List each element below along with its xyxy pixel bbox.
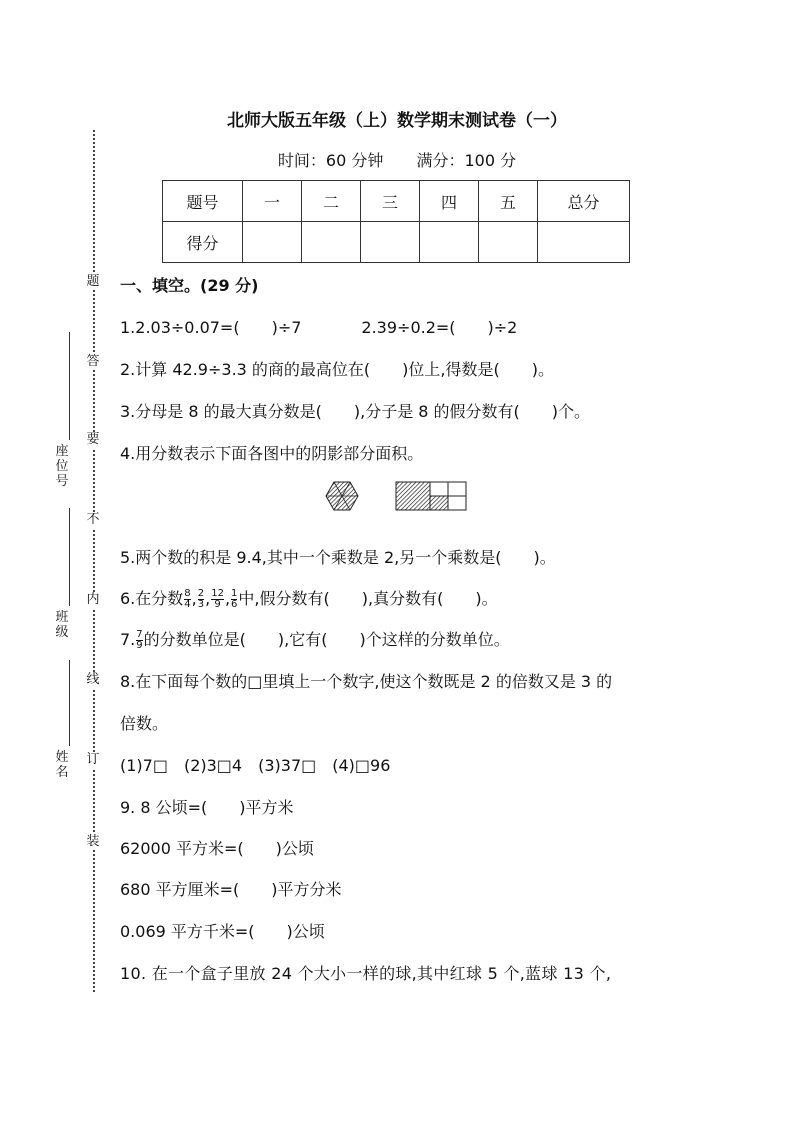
question-10: 10. 在一个盒子里放 24 个大小一样的球,其中红球 5 个,蓝球 13 个, (120, 964, 612, 983)
score-cell[interactable] (361, 222, 420, 263)
question-4-figures (322, 478, 472, 518)
header-cell: 五 (479, 181, 538, 222)
fraction (136, 630, 142, 651)
question-8-continued: 倍数。 (120, 714, 169, 733)
seat-number-label: 座位号 (55, 444, 69, 489)
margin-char: 答 (86, 354, 100, 369)
margin-char: 内 (86, 592, 100, 607)
score-cell[interactable] (302, 222, 361, 263)
numerator: 8 (184, 588, 191, 599)
header-cell: 一 (243, 181, 302, 222)
margin-char: 题 (86, 274, 100, 289)
section-heading: 一、填空。(29 分) (120, 276, 259, 295)
question-9-item: 680 平方厘米=( )平方分米 (120, 880, 342, 899)
question-1 (120, 316, 517, 340)
denominator: 6 (231, 599, 238, 610)
fraction (211, 589, 224, 610)
margin-char: 订 (86, 752, 100, 767)
fraction (198, 589, 204, 610)
header-cell: 二 (302, 181, 361, 222)
question-7 (120, 628, 510, 652)
question-8-items: (1)7□ (2)3□4 (3)37□ (4)□96 (120, 756, 391, 775)
denominator: 9 (136, 640, 143, 651)
numerator: 7 (136, 629, 143, 640)
page-title: 北师大版五年级（上）数学期末测试卷（一） (227, 111, 567, 131)
numerator: 12 (211, 588, 224, 599)
time-label: 时间：60 分钟 (277, 151, 384, 170)
question-9-item: 0.069 平方千米=( )公顷 (120, 922, 325, 941)
shaded-figures (322, 478, 472, 514)
score-cell[interactable] (479, 222, 538, 263)
score-cell[interactable] (538, 222, 630, 263)
question-6-suffix: 中,假分数有( ),真分数有( )。 (238, 589, 498, 608)
seat-number-line (69, 332, 70, 440)
question-2: 2.计算 42.9÷3.3 的商的最高位在( )位上,得数是( )。 (120, 360, 554, 379)
question-4: 4.用分数表示下面各图中的阴影部分面积。 (120, 444, 424, 463)
fraction (231, 589, 237, 610)
score-cell[interactable] (420, 222, 479, 263)
rectangle-figure (396, 482, 466, 510)
question-3: 3.分母是 8 的最大真分数是( ),分子是 8 的假分数有( )个。 (120, 402, 591, 421)
score-table-score-row (163, 222, 630, 263)
header-cell: 三 (361, 181, 420, 222)
margin-char: 装 (86, 834, 100, 849)
question-7-prefix: 7. (120, 630, 136, 649)
binding-dotted-line (93, 130, 95, 992)
margin-char: 要 (86, 432, 100, 447)
denominator: 3 (197, 599, 205, 610)
question-9-item: 62000 平方米=( )公顷 (120, 839, 314, 858)
name-line (69, 660, 70, 746)
numerator: 2 (197, 588, 205, 599)
numerator: 1 (231, 588, 238, 599)
denominator: 9 (214, 599, 221, 610)
score-table (162, 180, 630, 263)
question-8: 8.在下面每个数的□里填上一个数字,使这个数既是 2 的倍数又是 3 的 (120, 672, 613, 691)
exam-info (0, 148, 794, 171)
name-label: 姓名 (55, 750, 69, 780)
question-9: 9. 8 公顷=( )平方米 (120, 798, 294, 817)
question-6: 6.在分数 $\frac{8}{4}$ , $\frac{2}{3}$ , $\frac{12}{9}$ , $\frac{1}{6}$ 中,假分数有( ),真分数有( )。 (120, 588, 498, 610)
question-7-suffix: 的分数单位是( ),它有( )个这样的分数单位。 (143, 630, 510, 649)
hexagon-figure (326, 482, 358, 510)
class-line (69, 508, 70, 606)
score-table-header-row (163, 181, 630, 222)
header-cell: 四 (420, 181, 479, 222)
question-5: 5.两个数的积是 9.4,其中一个乘数是 2,另一个乘数是( )。 (120, 548, 556, 567)
fraction (184, 589, 190, 610)
class-label: 班级 (55, 610, 69, 640)
row-label-cell: 得分 (163, 222, 243, 263)
margin-char: 不 (86, 512, 100, 527)
score-label: 满分：100 分 (416, 151, 517, 170)
margin-char: 线 (86, 672, 100, 687)
denominator: 4 (184, 599, 191, 610)
question-6-prefix: 6.在分数 (120, 589, 184, 608)
question-1-part-b: 2.39÷0.2=( )÷2 (361, 318, 518, 337)
header-cell: 总分 (538, 181, 630, 222)
score-cell[interactable] (243, 222, 302, 263)
header-cell: 题号 (163, 181, 243, 222)
question-1-part-a: 1.2.03÷0.07=( )÷7 (120, 318, 302, 337)
